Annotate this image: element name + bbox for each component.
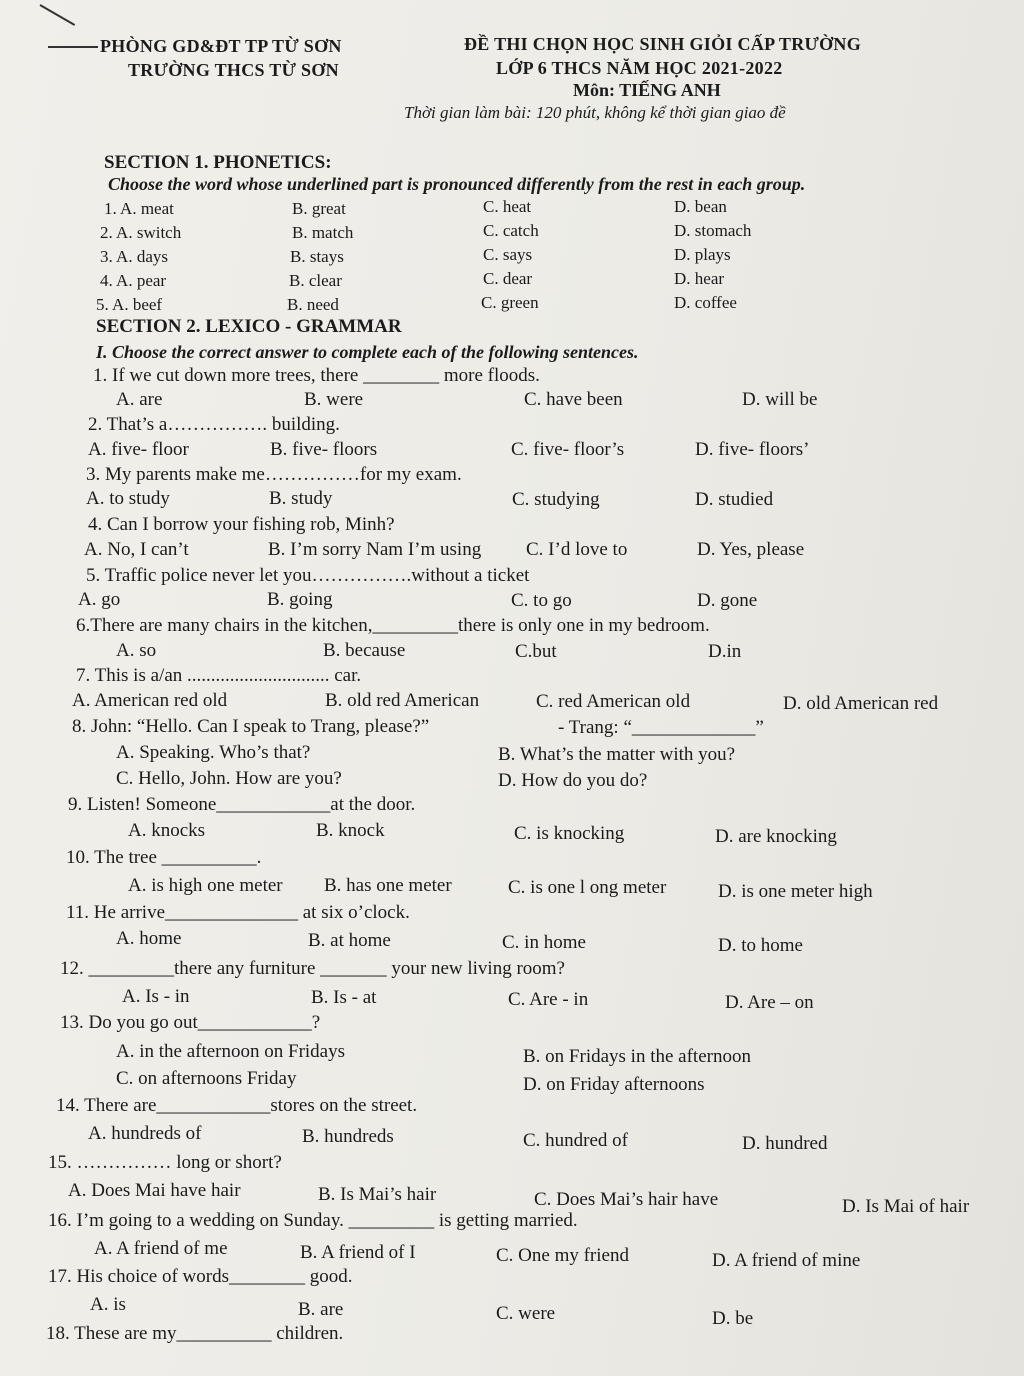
answer-option: A. No, I can’t [84,539,189,560]
exam-grade-year: LỚP 6 THCS NĂM HỌC 2021-2022 [496,58,783,78]
phonetics-option: D. stomach [674,221,752,240]
answer-option: C. five- floor’s [511,439,625,460]
answer-option: D. Is Mai of hair [842,1196,970,1217]
phonetics-option: 3. A. days [100,247,168,266]
answer-option: B. are [298,1299,344,1320]
answer-option: A. home [116,928,182,949]
section2-title: SECTION 2. LEXICO - GRAMMAR [96,316,402,337]
question-17: 17. His choice of words________ good. [48,1266,353,1287]
answer-option: C. studying [512,489,600,510]
answer-option: D. How do you do? [498,770,648,791]
phonetics-option: D. plays [674,245,731,264]
answer-option: C.but [515,641,557,662]
answer-option: D. studied [695,489,774,510]
phonetics-option: C. green [481,293,539,312]
answer-option: A. five- floor [88,439,189,460]
answer-option: A. Is - in [122,986,190,1007]
question-14: 14. There are____________stores on the street. [56,1095,418,1116]
answer-option: B. What’s the matter with you? [498,744,736,765]
answer-option: C. I’d love to [526,539,628,560]
question-5: 5. Traffic police never let you…………….without a ticket [86,565,530,586]
answer-option: D. old American red [783,693,939,714]
answer-option: B. Is - at [311,987,377,1008]
answer-option: D. A friend of mine [712,1250,861,1271]
question-15: 15. …………… long or short? [48,1152,282,1173]
question-16: 16. I’m going to a wedding on Sunday. _________ is getting married. [48,1210,578,1231]
answer-option: C. is knocking [514,823,625,844]
phonetics-option: B. need [287,295,339,314]
answer-option: C. on afternoons Friday [116,1068,297,1089]
answer-option: D.in [708,641,742,662]
answer-option: B. hundreds [302,1126,394,1147]
exam-subject: Môn: TIẾNG ANH [573,80,721,100]
answer-option: D. will be [742,389,818,410]
answer-option: C. to go [511,590,572,611]
phonetics-option: 4. A. pear [100,271,167,290]
answer-option: D. Are – on [725,992,814,1013]
question-11: 11. He arrive______________ at six o’clock. [66,902,410,923]
answer-option: D. Yes, please [697,539,805,560]
phonetics-option: 2. A. switch [100,223,182,242]
section1-instruction: Choose the word whose underlined part is pronounced differently from the rest in each group. [108,174,806,194]
department-name: PHÒNG GD&ĐT TP TỪ SƠN [100,36,342,56]
answer-option: A. A friend of me [94,1238,228,1259]
question-1: 1. If we cut down more trees, there ________ more floods. [93,365,540,386]
header-rule [48,46,98,48]
question-3: 3. My parents make me……………for my exam. [86,464,462,485]
answer-option: D. hundred [742,1133,828,1154]
question-8-reply: - Trang: “_____________” [558,717,764,738]
question-9: 9. Listen! Someone____________at the door. [68,794,416,815]
question-12: 12. _________there any furniture _______ your new living room? [60,958,565,979]
phonetics-option: B. great [292,199,346,218]
answer-option: A. so [116,640,157,661]
answer-option: D. is one meter high [718,881,873,902]
exam-title: ĐỀ THI CHỌN HỌC SINH GIỎI CẤP TRƯỜNG [464,34,862,54]
section2-instruction: I. Choose the correct answer to complete each of the following sentences. [96,342,639,362]
answer-option: D. five- floors’ [695,439,810,460]
phonetics-option: C. says [483,245,533,264]
answer-option: B. I’m sorry Nam I’m using [268,539,482,560]
answer-option: D. to home [718,935,803,956]
answer-option: A. Speaking. Who’s that? [116,742,311,763]
exam-time: Thời gian làm bài: 120 phút, không kể thời gian giao đề [404,103,786,122]
answer-option: B. going [267,589,333,610]
phonetics-option: D. hear [674,269,725,288]
pen-mark [40,4,76,26]
answer-option: A. is high one meter [128,875,283,896]
answer-option: C. Hello, John. How are you? [116,768,342,789]
question-6: 6.There are many chairs in the kitchen,_________there is only one in my bedroom. [76,615,710,636]
question-4: 4. Can I borrow your fishing rob, Minh? [88,514,395,535]
answer-option: A. Does Mai have hair [68,1180,241,1201]
answer-option: B. were [304,389,364,410]
phonetics-option: C. heat [483,197,532,216]
answer-option: B. study [269,488,333,509]
phonetics-option: B. stays [290,247,344,266]
answer-option: C. have been [524,389,623,410]
answer-option: C. red American old [536,691,691,712]
answer-option: B. A friend of I [300,1242,416,1263]
question-7: 7. This is a/an .............................. car. [76,665,362,686]
answer-option: B. five- floors [270,439,378,460]
answer-option: B. Is Mai’s hair [318,1184,437,1205]
answer-option: B. old red American [325,690,480,711]
phonetics-option: C. dear [483,269,533,288]
phonetics-option: D. coffee [674,293,737,312]
phonetics-option: 5. A. beef [96,295,163,314]
answer-option: C. One my friend [496,1245,629,1266]
answer-option: A. to study [86,488,170,509]
question-8: 8. John: “Hello. Can I speak to Trang, please?” [72,716,430,737]
phonetics-option: 1. A. meat [104,199,174,218]
answer-option: A. is [90,1294,126,1315]
answer-option: A. hundreds of [88,1123,202,1144]
answer-option: D. are knocking [715,826,837,847]
answer-option: A. are [116,389,163,410]
question-10: 10. The tree __________. [66,847,262,868]
answer-option: A. go [78,589,121,610]
answer-option: C. hundred of [523,1130,629,1151]
answer-option: D. gone [697,590,758,611]
question-18: 18. These are my__________ children. [46,1323,344,1344]
question-13: 13. Do you go out____________? [60,1012,321,1033]
answer-option: A. knocks [128,820,206,841]
answer-option: B. knock [316,820,385,841]
phonetics-option: B. match [292,223,354,242]
phonetics-option: D. bean [674,197,727,216]
question-2: 2. That’s a……………. building. [88,414,340,435]
answer-option: D. on Friday afternoons [523,1074,705,1095]
phonetics-option: C. catch [483,221,539,240]
answer-option: A. in the afternoon on Fridays [116,1041,346,1062]
answer-option: D. be [712,1308,754,1329]
phonetics-option: B. clear [289,271,342,290]
section1-title: SECTION 1. PHONETICS: [104,152,332,173]
answer-option: C. were [496,1303,556,1324]
answer-option: C. Does Mai’s hair have [534,1189,719,1210]
answer-option: A. American red old [72,690,228,711]
answer-option: B. because [323,640,406,661]
school-name: TRƯỜNG THCS TỪ SƠN [128,60,339,80]
answer-option: C. Are - in [508,989,589,1010]
answer-option: B. on Fridays in the afternoon [523,1046,751,1067]
answer-option: B. has one meter [324,875,452,896]
answer-option: C. in home [502,932,586,953]
answer-option: C. is one l ong meter [508,877,667,898]
answer-option: B. at home [308,930,391,951]
